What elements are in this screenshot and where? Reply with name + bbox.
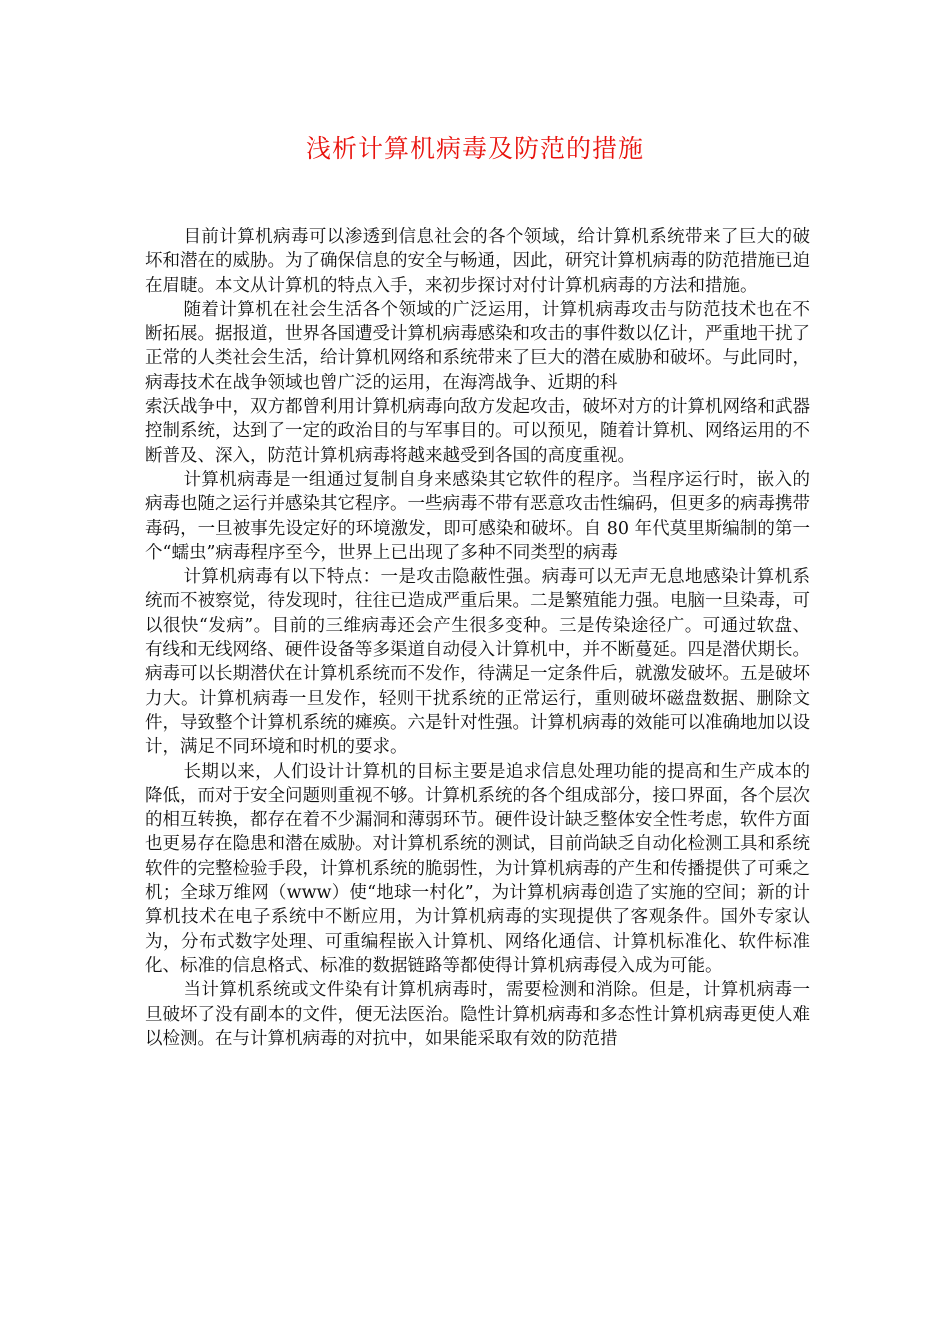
paragraph-vulnerabilities: 长期以来，人们设计计算机的目标主要是追求信息处理功能的提高和生产成本的降低，而对于安全问题则重视不够。计算机系统的各个组成部分，接口界面，各个层次的相互转换，都存在着不少漏洞和薄弱环节。硬件设计缺乏整体安全性考虑，软件方面也更易存在隐患和潜在威胁。对计算机系统的测试，目前尚缺乏自动化检测工具和系统软件的完整检验手段，计算机系统的脆弱性，为计算机病毒的产生和传播提供了可乘之机；全球万维网（www）使“地球一村化”，为计算机病毒创造了实施的空间；新的计算机技术在电子系统中不断应用，为计算机病毒的实现提供了客观条件。国外专家认为，分布式数字处理、可重编程嵌入计算机、网络化通信、计算机标准化、软件标准化、标准的信息格式、标准的数据链路等都使得计算机病毒侵入成为可能。 xyxy=(145,761,810,976)
paragraph-kosovo-war: 索沃战争中，双方都曾利用计算机病毒向敌方发起攻击，破坏对方的计算机网络和武器控制系统，达到了一定的政治目的与军事目的。可以预见，随着计算机、网络运用的不断普及、深入，防范计算机病毒将越来越受到各国的高度重视。 xyxy=(145,397,810,466)
paragraph-detection: 当计算机系统或文件染有计算机病毒时，需要检测和消除。但是，计算机病毒一旦破坏了没有副本的文件，便无法医治。隐性计算机病毒和多态性计算机病毒更使人难以检测。在与计算机病毒的对抗中，如果能采取有效的防范措 xyxy=(145,980,810,1049)
document-body xyxy=(145,225,810,1051)
paragraph-characteristics: 计算机病毒有以下特点：一是攻击隐蔽性强。病毒可以无声无息地感染计算机系统而不被察觉，待发现时，往往已造成严重后果。二是繁殖能力强。电脑一旦染毒，可以很快“发病”。目前的三维病毒还会产生很多变种。三是传染途径广。可通过软盘、有线和无线网络、硬件设备等多渠道自动侵入计算机中，并不断蔓延。四是潜伏期长。病毒可以长期潜伏在计算机系统而不发作，待满足一定条件后，就激发破坏。五是破坏力大。计算机病毒一旦发作，轻则干扰系统的正常运行，重则破坏磁盘数据、删除文件，导致整个计算机系统的瘫痪。六是针对性强。计算机病毒的效能可以准确地加以设计，满足不同环境和时机的要求。 xyxy=(145,567,810,758)
paragraph-development: 随着计算机在社会生活各个领域的广泛运用，计算机病毒攻击与防范技术也在不断拓展。据报道，世界各国遭受计算机病毒感染和攻击的事件数以亿计，严重地干扰了正常的人类社会生活，给计算机网络和系统带来了巨大的潜在威胁和破坏。与此同时，病毒技术在战争领域也曾广泛的运用，在海湾战争、近期的科 xyxy=(145,299,810,393)
paragraph-intro: 目前计算机病毒可以渗透到信息社会的各个领域，给计算机系统带来了巨大的破坏和潜在的威胁。为了确保信息的安全与畅通，因此，研究计算机病毒的防范措施已迫在眉睫。本文从计算机的特点入手，来初步探讨对付计算机病毒的方法和措施。 xyxy=(145,227,810,296)
paragraph-definition: 计算机病毒是一组通过复制自身来感染其它软件的程序。当程序运行时，嵌入的病毒也随之运行并感染其它程序。一些病毒不带有恶意攻击性编码，但更多的病毒携带毒码，一旦被事先设定好的环境激发，即可感染和破坏。自 80 年代莫里斯编制的第一个“蠕虫”病毒程序至今，世界上已出现了多种不同类型的病毒 xyxy=(145,469,810,563)
document-title: 浅析计算机病毒及防范的措施 xyxy=(305,134,644,163)
